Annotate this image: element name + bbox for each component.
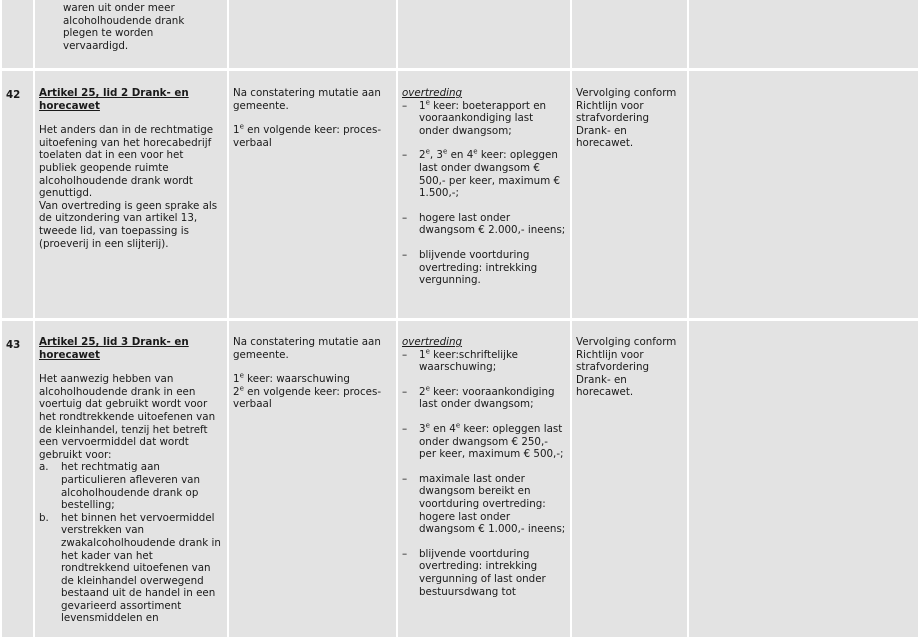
- row-42-action-cell: [229, 71, 396, 318]
- row-42-sanction-item-3: – hogere last onder dwangsom € 2.000,- ineens;: [402, 212, 566, 237]
- row-43-action-cell: [229, 321, 396, 637]
- row-42-sanction-item-2: – 2e, 3e en 4e keer: opleggen last onder dwangsom € 500,- per keer, maximum € 1.500,-;: [402, 149, 566, 199]
- row-43-col6-cell: [689, 321, 918, 637]
- row-43-number: 43: [2, 321, 33, 637]
- top-row-col4-cell: [398, 0, 570, 68]
- row-43-sanction-heading: overtreding: [402, 336, 463, 348]
- row-43-action-line-1: Na constatering mutatie aan gemeente.: [233, 336, 381, 361]
- top-row-line-1: waren uit onder meer: [63, 2, 175, 14]
- top-row-col5-cell: [572, 0, 687, 68]
- row-42-prosecution-cell: [572, 71, 687, 318]
- row-43-list-item-b: b. het binnen het vervoermiddel verstrekken van zwakalcoholhoudende drank in het kader van het rondtrekkend uitoefenen van de kleinhandel overwegend bestaand uit de handel in een gevarieerd assortiment levensmiddelen en: [39, 511, 221, 625]
- row-42-sanction-cell: [398, 71, 570, 318]
- row-43-description-cell: [35, 321, 227, 637]
- row-42-action-line-2: 1e en volgende keer: proces-verbaal: [233, 122, 382, 149]
- row-43-prosecution-text: Vervolging conform Richtlijn voor strafvordering Drank- en horecawet.: [576, 336, 677, 399]
- row-42-prosecution-text: Vervolging conform Richtlijn voor strafvordering Drank- en horecawet.: [576, 87, 677, 150]
- row-43-sanction-cell: [398, 321, 570, 637]
- top-row-col6-cell: [689, 0, 918, 68]
- row-42-paragraph-1: Het anders dan in de rechtmatige uitoefening van het horecabedrijf toelaten dat in een voor het publiek geopende ruimte alcoholhoudende drank wordt genuttigd.: [39, 124, 214, 200]
- row-42-number: 42: [2, 71, 33, 318]
- row-42-col6-cell: [689, 71, 918, 318]
- row-43-sanction-item-5: – blijvende voortduring overtreding: intrekking vergunning of last onder bestuursdwang tot: [402, 548, 566, 598]
- top-row-line-3: plegen te worden: [63, 27, 154, 40]
- row-43-article-title: Artikel 25, lid 3 Drank- en horecawet: [39, 336, 189, 361]
- row-42-sanction-heading: overtreding: [402, 87, 463, 99]
- row-43-paragraph-1: Het aanwezig hebben van alcoholhoudende drank in een voertuig dat gebruikt wordt voor het rondtrekkende uitoefenen van de kleinhandel, tenzij het betreft een vervoermiddel dat wordt gebruikt voor:: [39, 373, 216, 461]
- row-43-action-line-2: 1e keer: waarschuwing: [233, 371, 350, 386]
- row-43-sanction-item-3: – 3e en 4e keer: opleggen last onder dwangsom € 250,- per keer, maximum € 500,-;: [402, 423, 566, 461]
- row-43-sanction-item-4: – maximale last onder dwangsom bereikt en voortduring overtreding: hogere last onder dwangsom € 1.000,- ineens;: [402, 473, 566, 536]
- row-43-list-item-a: a. het rechtmatig aan particulieren afleveren van alcoholhoudende drank op bestelling;: [39, 461, 200, 512]
- row-43-sanction-item-1: – 1e keer:schriftelijke waarschuwing;: [402, 349, 566, 374]
- row-42-sanction-item-4: – blijvende voortduring overtreding: intrekking vergunning.: [402, 249, 566, 287]
- row-42-article-title: Artikel 25, lid 2 Drank- en horecawet: [39, 87, 189, 112]
- row-43-sanction-item-2: – 2e keer: vooraankondiging last onder dwangsom;: [402, 386, 566, 411]
- row-42-description-cell: [35, 71, 227, 318]
- row-42-sanction-item-1: – 1e keer: boeterapport en vooraankondiging last onder dwangsom;: [402, 100, 566, 138]
- top-row-line-2: alcoholhoudende drank: [63, 14, 185, 27]
- row-42-action-line-1: Na constatering mutatie aan gemeente.: [233, 87, 381, 112]
- top-row-description-cell: [35, 0, 227, 68]
- row-43-action-line-3: 2e en volgende keer: proces-verbaal: [233, 384, 382, 411]
- row-42-paragraph-2: Van overtreding is geen sprake als de uitzondering van artikel 13, tweede lid, van toepassing is (proeverij in een slijterij).: [39, 199, 218, 250]
- top-row-col3-cell: [229, 0, 396, 68]
- top-row-number-cell: [2, 0, 33, 68]
- top-row-line-4: vervaardigd.: [63, 39, 129, 52]
- row-43-prosecution-cell: [572, 321, 687, 637]
